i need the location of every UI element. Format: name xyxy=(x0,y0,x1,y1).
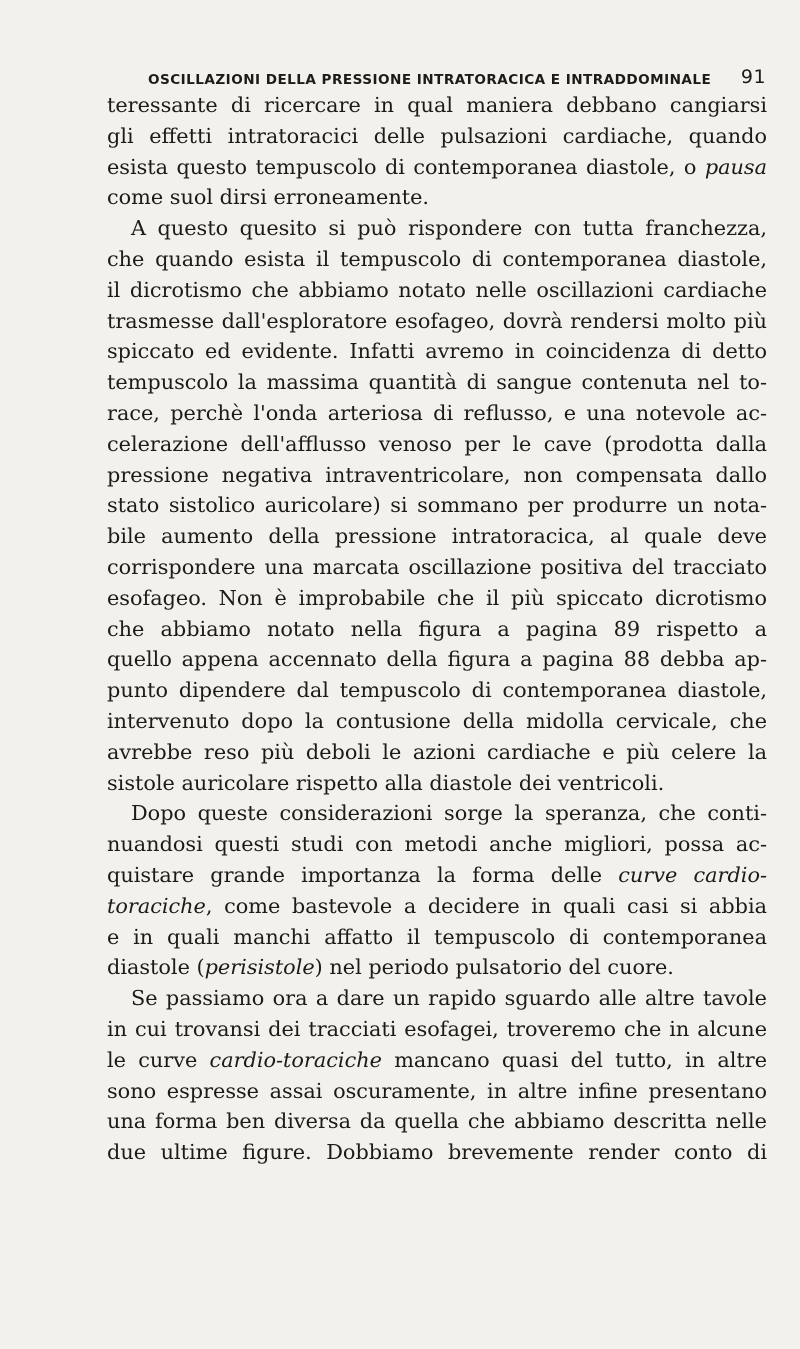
text-line: che abbiamo notato nella figura a pagina 89 rispetto a xyxy=(107,616,767,641)
text-line: due ultime figure. Dobbiamo brevemente render conto di xyxy=(107,1140,767,1165)
text-line: nuandosi questi studi con metodi anche migliori, possa ac- xyxy=(107,832,767,857)
text-line xyxy=(107,1045,767,1076)
page-number: 91 xyxy=(740,66,766,88)
text-run: ) nel periodo pulsatorio del cuore. xyxy=(314,955,674,980)
text-line: spiccato ed evidente. Infatti avremo in coincidenza di detto xyxy=(107,339,767,364)
text-line: esofageo. Non è improbabile che il più spiccato dicrotismo xyxy=(107,585,767,610)
text-line xyxy=(107,891,767,922)
italic-term: perisistole xyxy=(204,955,315,980)
text-line: tempuscolo la massima quantità di sangue contenuta nel to- xyxy=(107,370,767,395)
text-line: il dicrotismo che abbiamo notato nelle oscillazioni cardiache xyxy=(107,277,767,302)
italic-term: curve cardio- xyxy=(618,862,767,887)
text-line: come suol dirsi erroneamente. xyxy=(107,185,430,210)
italic-term: cardio-toraciche xyxy=(209,1047,382,1072)
paragraph-start-line: Dopo queste considerazioni sorge la speranza, che conti- xyxy=(131,801,767,826)
running-title: OSCILLAZIONI DELLA PRESSIONE INTRATORACICA E INTRADDOMINALE xyxy=(148,72,712,88)
italic-term: toraciche xyxy=(107,893,206,918)
text-line: sono espresse assai oscuramente, in altre infine presentano xyxy=(107,1078,767,1103)
text-line: pressione negativa intraventricolare, non compensata dallo xyxy=(107,462,767,487)
text-line xyxy=(107,952,767,983)
text-line: e in quali manchi affatto il tempuscolo di contemporanea xyxy=(107,924,767,949)
text-line: teressante di ricercare in qual maniera debbano cangiarsi xyxy=(107,93,767,117)
text-line: bile aumento della pressione intratoracica, al quale deve xyxy=(107,524,767,549)
text-run: le curve xyxy=(107,1047,210,1072)
text-line: celerazione dell'afflusso venoso per le cave (prodotta dalla xyxy=(107,431,767,456)
text-line: trasmesse dall'esploratore esofageo, dovrà rendersi molto più xyxy=(107,308,767,333)
text-line: intervenuto dopo la contusione della midolla cervicale, che xyxy=(107,708,767,733)
text-line: gli effetti intratoracici delle pulsazioni cardiache, quando xyxy=(107,123,767,148)
text-line xyxy=(107,860,767,891)
paragraph-start-line: Se passiamo ora a dare un rapido sguardo alle altre tavole xyxy=(131,986,767,1011)
text-run: esista questo tempuscolo di contemporanea diastole, o xyxy=(107,154,705,179)
text-line: stato sistolico auricolare) si sommano per produrre un nota- xyxy=(107,493,767,518)
text-line: corrispondere una marcata oscillazione positiva del tracciato xyxy=(107,554,767,579)
paragraph-start-line: A questo quesito si può rispondere con tutta franchezza, xyxy=(131,216,767,241)
text-line: punto dipendere dal tempuscolo di contemporanea diastole, xyxy=(107,678,767,703)
italic-term: pausa xyxy=(704,154,767,179)
text-line: sistole auricolare rispetto alla diastole dei ventricoli. xyxy=(107,770,665,795)
text-line: una forma ben diversa da quella che abbiamo descritta nelle xyxy=(107,1109,767,1134)
body-text xyxy=(107,90,767,1168)
text-line: avrebbe reso più deboli le azioni cardiache e più celere la xyxy=(107,739,767,764)
text-line: in cui trovansi dei tracciati esofagei, troveremo che in alcune xyxy=(107,1016,767,1041)
text-run: , come bastevole a decidere in quali casi si abbia xyxy=(205,893,767,918)
text-line xyxy=(107,152,767,183)
text-line: quello appena accennato della figura a pagina 88 debba ap- xyxy=(107,647,767,672)
text-run: quistare grande importanza la forma delle xyxy=(107,862,619,887)
text-line: race, perchè l'onda arteriosa di reflusso, e una notevole ac- xyxy=(107,400,767,425)
text-line: che quando esista il tempuscolo di contemporanea diastole, xyxy=(107,246,767,271)
text-run: mancano quasi del tutto, in altre xyxy=(381,1047,767,1072)
text-run: diastole ( xyxy=(107,955,205,980)
